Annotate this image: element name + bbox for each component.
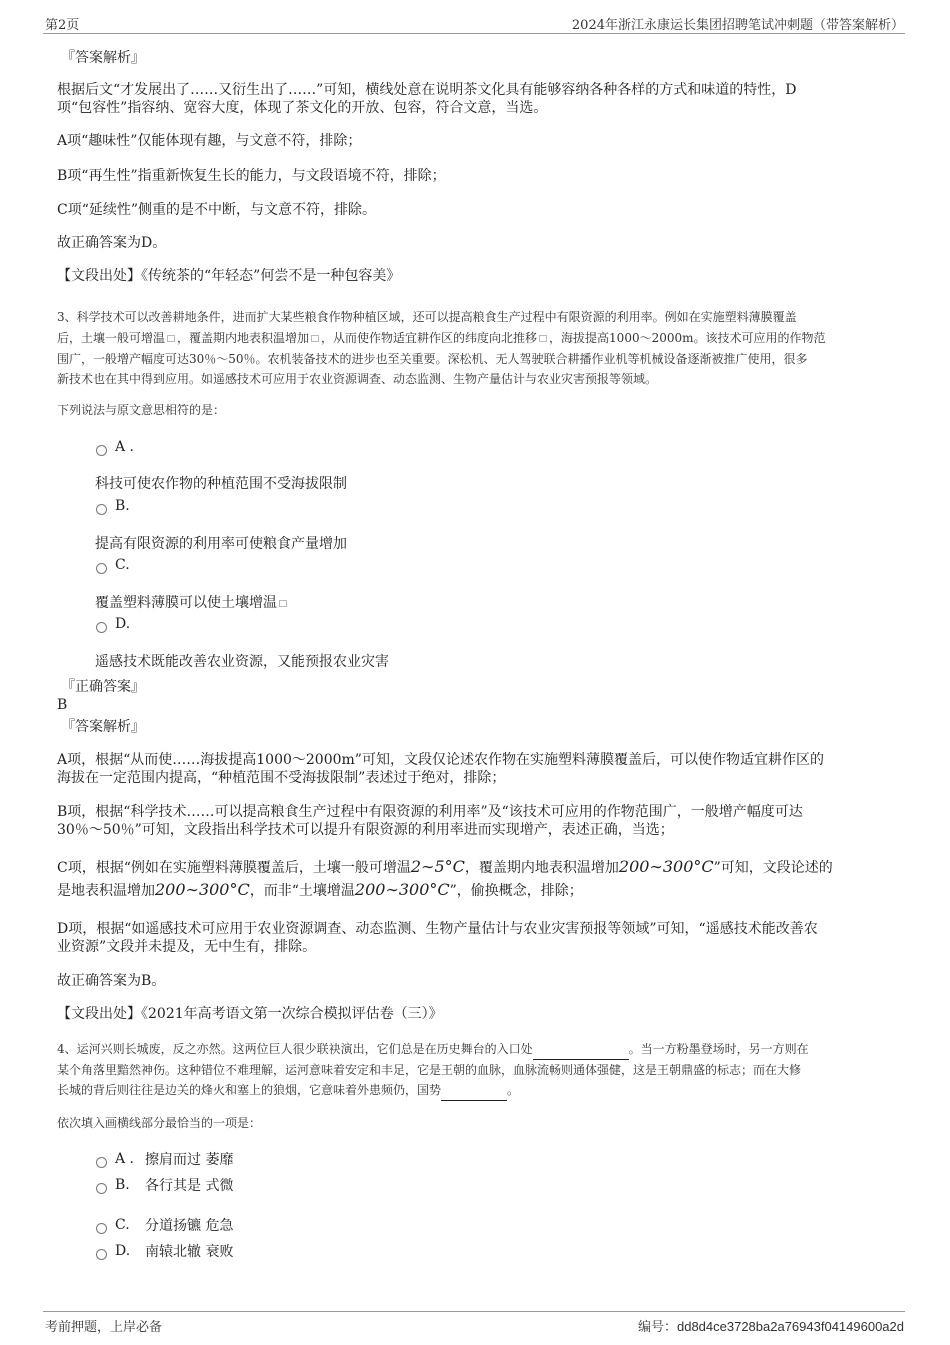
q3-analysis-d-line-2: 业资源”文段并未提及，无中生有，排除。 <box>57 939 317 955</box>
q4-option-c-letter[interactable]: C. <box>115 1217 130 1233</box>
q3-question: 下列说法与原文意思相符的是： <box>57 403 226 417</box>
q3-stem-line-3: 围广，一般增产幅度可达30％～50％。农机装备技术的进步也至关重要。深松机、无人驾驶联合耕播作业机等机械设备逐渐被推广使用，很多 <box>57 352 808 366</box>
q3-analysis-a-line-2: 海拔在一定范围内提高，“种植范围不受海拔限制”表述过于绝对，排除； <box>57 770 506 786</box>
q3-correct-answer: B <box>57 697 68 713</box>
q2-analysis-title: 『答案解析』 <box>61 50 145 66</box>
q4-option-c-radio[interactable] <box>96 1223 107 1234</box>
q2-option-a-analysis: A项“趣味性”仅能体现有趣，与文意不符，排除； <box>57 133 362 149</box>
q3-answer: 故正确答案为B。 <box>57 973 166 989</box>
q2-option-b-analysis: B项“再生性”指重新恢复生长的能力，与文段语境不符，排除； <box>57 168 446 184</box>
q2-source: 【文段出处】《传统茶的“年轻态”何尝不是一种包容美》 <box>57 268 401 284</box>
q3-stem-line-2: 后，土壤一般可增温 ，覆盖期内地表积温增加 ，从而使作物适宜耕作区的纬度向北推移 ，海拔提高1000～2000m。该技术可应用的作物范 <box>57 331 826 345</box>
missing-glyph-box <box>167 335 175 342</box>
fill-blank-1 <box>533 1045 629 1060</box>
q3-option-c-radio[interactable] <box>96 563 107 574</box>
q3-option-d-text: 遥感技术既能改善农业资源，又能预报农业灾害 <box>95 654 389 670</box>
q3-option-b-radio[interactable] <box>96 504 107 515</box>
missing-glyph-box <box>311 335 319 342</box>
q4-option-a-letter[interactable]: A . <box>115 1151 135 1167</box>
q2-analysis-line-2: 项“包容性”指容纳、宽容大度，体现了茶文化的开放、包容，符合文意，当选。 <box>57 100 548 116</box>
q3-analysis-b-line-1: B项，根据“科学技术……可以提高粮食生产过程中有限资源的利用率”及“该技术可应用的作物范围广，一般增产幅度可达 <box>57 804 803 820</box>
missing-glyph-box <box>539 335 547 342</box>
q4-question: 依次填入画横线部分最恰当的一项是： <box>57 1116 262 1130</box>
q4-option-c-text[interactable]: 分道扬镳 危急 <box>145 1218 234 1234</box>
q3-analysis-a-line-1: A项，根据“从而使……海拔提高1000～2000m”可知，文段仅论述农作物在实施塑料薄膜覆盖后，可以使作物适宜耕作区的 <box>57 752 824 768</box>
q4-stem-line-2: 某个角落里黯然神伤。这种错位不难理解，运河意味着安定和丰足，它是王朝的血脉，血脉流畅则通体强健，这是王朝鼎盛的标志；而在大修 <box>57 1063 802 1077</box>
q3-analysis-d-line-1: D项，根据“如遥感技术可应用于农业资源调查、动态监测、生物产量估计与农业灾害预报等领域”可知，“遥感技术能改善农 <box>57 921 818 937</box>
q4-option-d-radio[interactable] <box>96 1249 107 1260</box>
q3-analysis-title: 『答案解析』 <box>61 719 145 735</box>
q4-option-b-radio[interactable] <box>96 1183 107 1194</box>
q3-source: 【文段出处】《2021年高考语文第一次综合模拟评估卷（三）》 <box>57 1006 443 1022</box>
q2-answer: 故正确答案为D。 <box>57 235 167 251</box>
q3-option-d-radio[interactable] <box>96 622 107 633</box>
q3-option-d-letter[interactable]: D. <box>115 616 131 632</box>
footer-slogan: 考前押题，上岸必备 <box>45 1320 163 1335</box>
math-temp-1: 2∼5°C <box>410 857 465 876</box>
q3-option-c-letter[interactable]: C. <box>115 557 130 573</box>
q4-option-a-text[interactable]: 擦肩而过 萎靡 <box>145 1152 234 1168</box>
math-temp-3: 200∼300°C <box>155 880 250 899</box>
q4-option-b-text[interactable]: 各行其是 式微 <box>145 1178 234 1194</box>
fill-blank-2 <box>441 1086 507 1101</box>
page-number: 第2页 <box>45 18 80 33</box>
footer-rule <box>43 1311 905 1312</box>
q3-stem-line-1: 3、科学技术可以改善耕地条件，进而扩大某些粮食作物种植区域，还可以提高粮食生产过程中有限资源的利用率。例如在实施塑料薄膜覆盖 <box>57 310 797 324</box>
q4-option-d-text[interactable]: 南辕北辙 衰败 <box>145 1244 234 1260</box>
q4-stem-line-1: 4、运河兴则长城废，反之亦然。这两位巨人很少联袂演出，它们总是在历史舞台的入口处 。当一方粉墨登场时，另一方则在 <box>57 1039 809 1060</box>
missing-glyph-box <box>279 600 287 607</box>
q2-analysis-line-1: 根据后文“才发展出了……又衍生出了……”可知，横线处意在说明茶文化具有能够容纳各种各样的方式和味道的特性，D <box>57 82 797 98</box>
q4-option-b-letter[interactable]: B. <box>115 1177 130 1193</box>
q3-option-a-text: 科技可使农作物的种植范围不受海拔限制 <box>95 476 347 492</box>
q3-option-b-letter[interactable]: B. <box>115 498 130 514</box>
q2-option-c-analysis: C项“延续性”侧重的是不中断，与文意不符，排除。 <box>57 202 377 218</box>
q3-option-b-text: 提高有限资源的利用率可使粮食产量增加 <box>95 536 347 552</box>
q3-correct-title: 『正确答案』 <box>61 679 145 695</box>
footer-code: 编号：dd8d4ce3728ba2a76943f04149600a2d <box>637 1319 904 1335</box>
math-temp-2: 200∼300°C <box>618 857 714 876</box>
q4-option-a-radio[interactable] <box>96 1157 107 1168</box>
q3-option-a-radio[interactable] <box>96 445 107 456</box>
q3-analysis-b-line-2: 30％～50％”可知，文段指出科学技术可以提升有限资源的利用率进而实现增产，表述正确，当选； <box>57 822 674 838</box>
document-title: 2024年浙江永康运长集团招聘笔试冲刺题（带答案解析） <box>571 18 904 33</box>
q4-stem-line-3: 长城的背后则往往是边关的烽火和塞上的狼烟，它意味着外患频仍，国势 。 <box>57 1080 519 1101</box>
q4-option-d-letter[interactable]: D. <box>115 1243 131 1259</box>
q3-stem-line-4: 新技术也在其中得到应用。如遥感技术可应用于农业资源调查、动态监测、生物产量估计与农业灾害预报等领域。 <box>57 372 658 386</box>
q3-analysis-c-line-2: 是地表积温增加200∼300°C，而非“土壤增温200∼300°C”，偷换概念，排除； <box>57 880 583 899</box>
q3-option-c-text: 覆盖塑料薄膜可以使土壤增温 <box>95 592 289 614</box>
q3-analysis-c-line-1: C项，根据“例如在实施塑料薄膜覆盖后，土壤一般可增温2∼5°C，覆盖期内地表积温增加200∼300°C”可知，文段论述的 <box>57 857 833 876</box>
header-rule <box>43 33 905 34</box>
q3-option-a-letter[interactable]: A . <box>115 439 135 455</box>
math-temp-4: 200∼300°C <box>354 880 450 899</box>
